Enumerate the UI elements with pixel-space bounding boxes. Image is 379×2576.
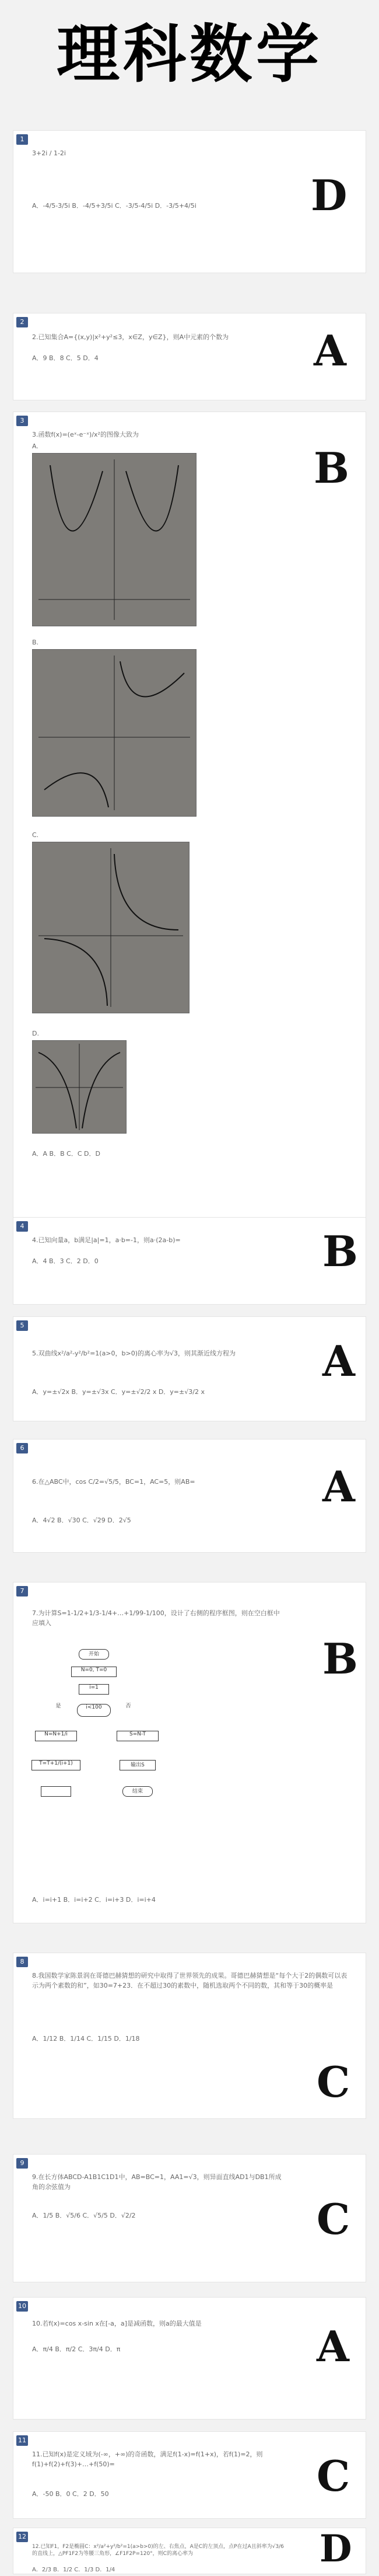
options: A．-50 B．0 C．2 D．50 xyxy=(32,2490,109,2498)
graph-photo-b xyxy=(32,649,196,817)
options: A．-4/5-3/5i B．-4/5+3/5i C．-3/5-4/5i D．-3/5+4/5i xyxy=(32,202,196,210)
question-number: 5 xyxy=(16,1320,28,1331)
graph-photo-a xyxy=(32,453,196,626)
question-text: 2.已知集合A={(x,y)|x²+y²≤3，x∈Z，y∈Z}，则A中元素的个数为 xyxy=(32,333,229,341)
question-text: 11.已知f(x)是定义域为(-∞，+∞)的奇函数，满足f(1-x)=f(1+x)，若f(1)=2，则f(1)+f(2)+f(3)+…+f(50)= xyxy=(32,2450,263,2468)
flow-end: 结束 xyxy=(122,1786,153,1797)
question-number: 9 xyxy=(16,2158,28,2169)
flow-yes: 是 xyxy=(55,1703,61,1709)
question-card-1 xyxy=(13,130,366,273)
question-text: 7.为计算S=1-1/2+1/3-1/4+…+1/99-1/100，设计了右侧的程序框图，则在空白框中应填入 xyxy=(32,1609,280,1627)
question-text: 3+2i / 1-2i xyxy=(32,149,66,157)
answer: A xyxy=(314,326,346,375)
question-card-11 xyxy=(13,2431,366,2519)
answer: B xyxy=(322,1226,358,1276)
page-title: 理科数学 xyxy=(56,18,322,91)
question-text: 6.在△ABC中，cos C/2=√5/5，BC=1，AC=5，则AB= xyxy=(32,1478,195,1486)
options: A．4√2 B．√30 C．√29 D．2√5 xyxy=(32,1517,131,1524)
question-number: 7 xyxy=(16,1586,28,1597)
option-label-a: A. xyxy=(32,442,38,450)
flow-t-step: T=T+1/(i+1) xyxy=(31,1760,80,1770)
graph-photo-d xyxy=(32,1040,127,1134)
question-text: 9.在长方体ABCD-A1B1C1D1中，AB=BC=1，AA1=√3，则异面直线AD1与DB1所成角的余弦值为 xyxy=(32,2173,282,2191)
question-card-8 xyxy=(13,1953,366,2119)
question-number: 8 xyxy=(16,1957,28,1967)
question-number: 4 xyxy=(16,1221,28,1232)
option-label-d: D. xyxy=(32,1030,39,1037)
question-card-9 xyxy=(13,2154,366,2282)
answer: A xyxy=(322,1336,355,1386)
options: A．4 B．3 C．2 D．0 xyxy=(32,1257,99,1265)
question-number: 6 xyxy=(16,1443,28,1453)
question-text: 10.若f(x)=cos x-sin x在[-a，a]是减函数，则a的最大值是 xyxy=(32,2320,202,2327)
flow-blank-box xyxy=(41,1786,71,1797)
question-card-5 xyxy=(13,1316,366,1421)
answer: B xyxy=(314,443,349,493)
flow-cond: i<100 xyxy=(77,1704,111,1717)
question-number: 10 xyxy=(16,2301,28,2312)
answer: D xyxy=(320,2527,352,2571)
option-label-c: C. xyxy=(32,831,39,839)
option-label-b: B. xyxy=(32,639,39,646)
options: A．y=±√2x B．y=±√3x C．y=±√2/2 x D．y=±√3/2 x xyxy=(32,1388,205,1396)
options: A．9 B．8 C．5 D．4 xyxy=(32,354,99,362)
flow-s: S=N-T xyxy=(117,1731,159,1741)
flow-no: 否 xyxy=(125,1703,131,1709)
options: A．1/5 B．√5/6 C．√5/5 D．√2/2 xyxy=(32,2212,136,2219)
question-card-12 xyxy=(13,2528,366,2574)
answer: A xyxy=(317,2321,349,2371)
flow-n-step: N=N+1/i xyxy=(35,1731,77,1741)
options: A．2/3 B．1/2 C．1/3 D．1/4 xyxy=(32,2567,115,2573)
options: A．π/4 B．π/2 C．3π/4 D．π xyxy=(32,2345,121,2353)
question-card-4 xyxy=(13,1217,366,1305)
question-card-6 xyxy=(13,1439,366,1553)
flow-init: N=0, T=0 xyxy=(71,1667,117,1677)
question-card-2 xyxy=(13,313,366,400)
flow-out: 输出S xyxy=(120,1760,156,1770)
question-text: 5.双曲线x²/a²-y²/b²=1(a>0，b>0)的离心率为√3，则其渐近线方程为 xyxy=(32,1350,236,1357)
answer: C xyxy=(317,2451,350,2501)
question-text: 12.已知F1，F2是椭圆C：x²/a²+y²/b²=1(a>b>0)的左、右焦点，A是C的左顶点，点P在过A且斜率为√3/6的直线上，△PF1F2为等腰三角形，∠F1F2P=120°，则C的离心率为 xyxy=(32,2544,284,2557)
answer: A xyxy=(322,1462,355,1511)
answer: D xyxy=(311,170,348,220)
flow-i: i=1 xyxy=(79,1684,109,1695)
graph-photo-c xyxy=(32,842,190,1013)
options: A．i=i+1 B．i=i+2 C．i=i+3 D．i=i+4 xyxy=(32,1896,156,1904)
answer: B xyxy=(322,1634,358,1683)
question-text: 8.我国数学家陈景润在哥德巴赫猜想的研究中取得了世界领先的成果。哥德巴赫猜想是“每个大于2的偶数可以表示为两个素数的和”，如30=7+23．在不超过30的素数中，随机选取两个不同的数，其和等于30的概率是 xyxy=(32,1972,348,1989)
question-number: 12 xyxy=(16,2532,28,2542)
flowchart xyxy=(23,1649,198,1824)
question-number: 11 xyxy=(16,2435,28,2446)
options: A．1/12 B．1/14 C．1/15 D．1/18 xyxy=(32,2035,140,2042)
answer: C xyxy=(317,2057,350,2107)
answer: C xyxy=(317,2194,350,2244)
question-card-3 xyxy=(13,412,366,1232)
question-card-10 xyxy=(13,2297,366,2420)
flow-start: 开始 xyxy=(79,1649,109,1660)
options: A．A B．B C．C D．D xyxy=(32,1150,100,1158)
question-text: 4.已知向量a，b满足|a|=1，a·b=-1，则a·(2a-b)= xyxy=(32,1236,181,1244)
question-number: 2 xyxy=(16,317,28,327)
question-number: 1 xyxy=(16,134,28,145)
question-number: 3 xyxy=(16,416,28,426)
question-text: 3.函数f(x)=(eˣ-e⁻ˣ)/x²的图像大致为 xyxy=(32,431,139,438)
